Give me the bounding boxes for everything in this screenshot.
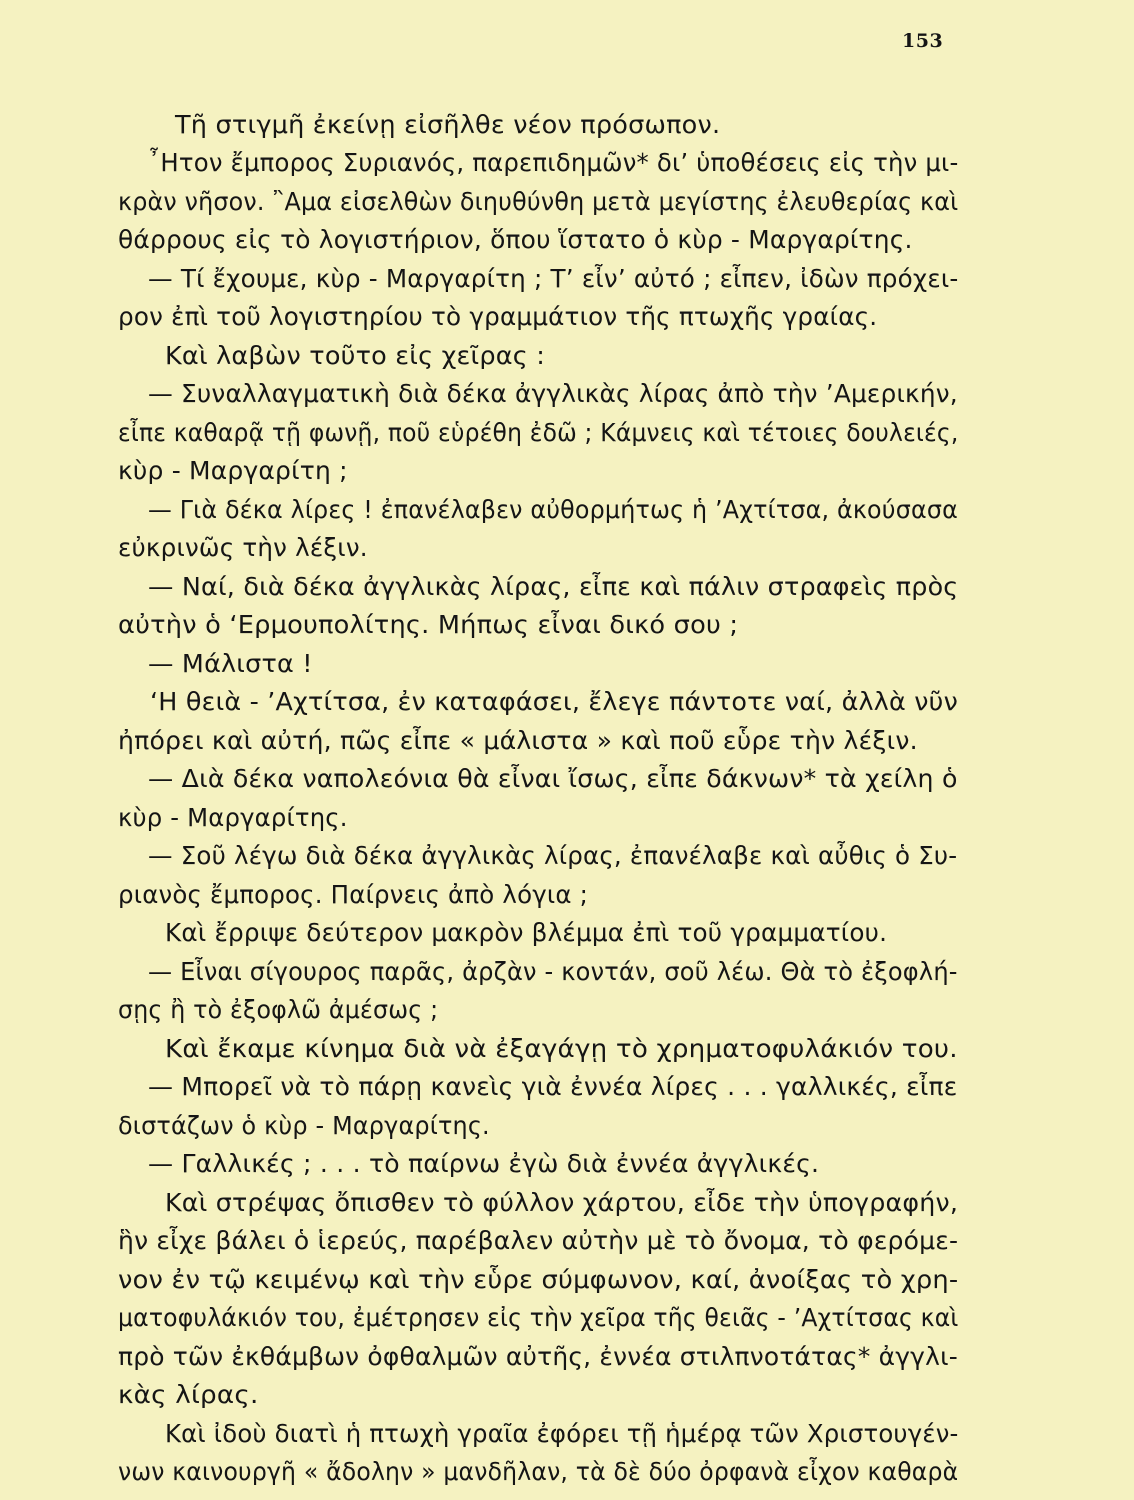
text-line: ρον ἐπὶ τοῦ λογιστηρίου τὸ γραμμάτιον τῆς πτωχῆς γραίας. <box>118 302 878 331</box>
text-line: Καὶ ἔκαμε κίνημα διὰ νὰ ἐξαγάγῃ τὸ χρηματοφυλάκιόν του. <box>165 1034 958 1063</box>
text-line: — Γιὰ δέκα λίρες ! ἐπανέλαβεν αὐθορμήτως ἡ ’Αχτίτσα, ἀκούσασα <box>148 495 958 524</box>
text-line: ἠπόρει καὶ αὐτή, πῶς εἶπε « μάλιστα » καὶ ποῦ εὗρε τὴν λέξιν. <box>118 726 918 755</box>
text-line: θάρρους εἰς τὸ λογιστήριον, ὅπου ἵστατο ὁ κὺρ - Μαργαρίτης. <box>118 225 913 254</box>
text-line: — Γαλλικές ; . . . τὸ παίρνω ἐγὼ διὰ ἐννέα ἀγγλικές. <box>148 1149 820 1178</box>
text-line: κρὰν νῆσον. ῍Αμα εἰσελθὼν διηυθύνθη μετὰ μεγίστης ἐλευθερίας καὶ <box>118 187 959 216</box>
text-line: ἣν εἶχε βάλει ὁ ἱερεύς, παρέβαλεν αὐτὴν μὲ τὸ ὄνομα, τὸ φερόμε- <box>118 1226 959 1255</box>
text-line: νων καινουργῆ « ἄδολην » μανδῆλαν, τὰ δὲ δύο ὀρφανὰ εἶχον καθαρὰ <box>118 1457 959 1486</box>
text-line: — Σοῦ λέγω διὰ δέκα ἀγγλικὰς λίρας, ἐπανέλαβε καὶ αὖθις ὁ Συ- <box>148 841 958 870</box>
text-line: — Μάλιστα ! <box>148 649 313 678</box>
text-line: κὺρ - Μαργαρίτη ; <box>118 456 348 485</box>
text-line: νον ἐν τῷ κειμένῳ καὶ τὴν εὗρε σύμφωνον, καί, ἀνοίξας τὸ χρη- <box>118 1265 959 1294</box>
text-line: σῃς ἢ τὸ ἐξοφλῶ ἀμέσως ; <box>118 995 439 1024</box>
text-line: — Μπορεῖ νὰ τὸ πάρῃ κανεὶς γιὰ ἐννέα λίρες . . . γαλλικές, εἶπε <box>148 1072 958 1101</box>
text-line: Καὶ στρέψας ὄπισθεν τὸ φύλλον χάρτου, εἶδε τὴν ὑπογραφήν, <box>165 1188 959 1217</box>
text-line: Καὶ ἰδοὺ διατὶ ἡ πτωχὴ γραῖα ἐφόρει τῇ ἡμέρᾳ τῶν Χριστουγέν- <box>165 1419 959 1448</box>
text-line: εὐκρινῶς τὴν λέξιν. <box>118 533 368 562</box>
text-line: κὰς λίρας. <box>118 1380 259 1409</box>
text-line: — Τί ἔχουμε, κὺρ - Μαργαρίτη ; Τ’ εἶν’ αὐτό ; εἶπεν, ἰδὼν πρόχει- <box>148 264 959 293</box>
text-line: — Διὰ δέκα ναπολεόνια θὰ εἶναι ἴσως, εἶπε δάκνων* τὰ χείλη ὁ <box>148 764 958 793</box>
text-line: — Εἶναι σίγουρος παρᾶς, ἀρζὰν - κοντάν, σοῦ λέω. Θὰ τὸ ἐξοφλή- <box>148 957 958 986</box>
text-line: κὺρ - Μαργαρίτης. <box>118 803 348 832</box>
text-line: — Ναί, διὰ δέκα ἀγγλικὰς λίρας, εἶπε καὶ πάλιν στραφεὶς πρὸς <box>148 572 959 601</box>
text-line: Τῆ στιγμῆ ἐκείνῃ εἰσῆλθε νέον πρόσωπον. <box>175 110 721 139</box>
text-line: ματοφυλάκιόν του, ἐμέτρησεν εἰς τὴν χεῖρα τῆς θειᾶς - ’Αχτίτσας καὶ <box>118 1303 959 1332</box>
text-line: Καὶ ἔρριψε δεύτερον μακρὸν βλέμμα ἐπὶ τοῦ γραμματίου. <box>165 918 888 947</box>
page-number: 153 <box>902 30 944 52</box>
text-line: ‘Η θειὰ - ’Αχτίτσα, ἐν καταφάσει, ἔλεγε πάντοτε ναί, ἀλλὰ νῦν <box>150 687 958 716</box>
text-line: — Συναλλαγματικὴ διὰ δέκα ἀγγλικὰς λίρας ἀπὸ τὴν ’Αμερικήν, <box>148 379 958 408</box>
text-line: διστάζων ὁ κὺρ - Μαργαρίτης. <box>118 1111 490 1140</box>
text-line: Καὶ λαβὼν τοῦτο εἰς χεῖρας : <box>165 341 546 370</box>
text-line: ριανὸς ἔμπορος. Παίρνεις ἀπὸ λόγια ; <box>118 880 589 909</box>
text-line: πρὸ τῶν ἐκθάμβων ὀφθαλμῶν αὐτῆς, ἐννέα στιλπνοτάτας* ἀγγλι- <box>118 1342 958 1371</box>
text-line: αὐτὴν ὁ ‘Ερμουπολίτης. Μήπως εἶναι δικό σου ; <box>118 610 739 639</box>
text-line: εἶπε καθαρᾷ τῇ φωνῇ, ποῦ εὑρέθη ἐδῶ ; Κάμνεις καὶ τέτοιες δουλειές, <box>118 418 959 447</box>
text-line: ῏Ητον ἔμπορος Συριανός, παρεπιδημῶν* δι’ ὑποθέσεις εἰς τὴν μι- <box>148 148 959 177</box>
